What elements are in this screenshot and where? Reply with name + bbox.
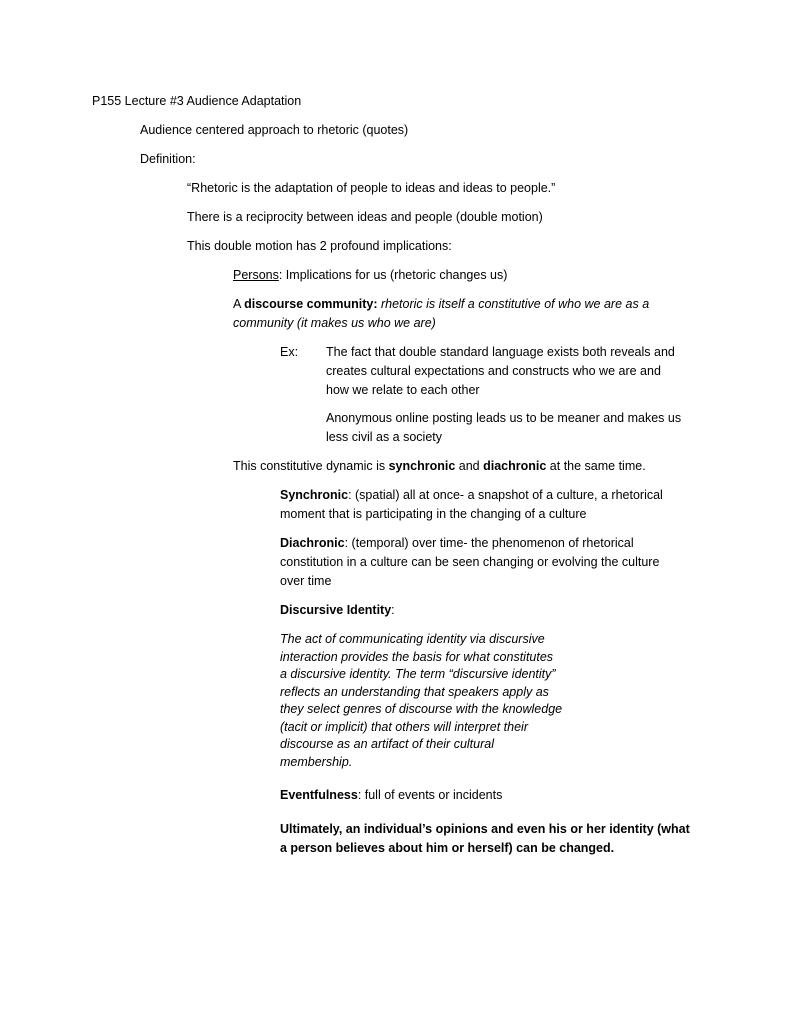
persons-description: : Implications for us (rhetoric changes us) <box>278 268 508 282</box>
discursive-identity-colon: : <box>391 603 395 617</box>
conclusion-line-2 <box>280 839 614 858</box>
conclusion-text: a person believes about him or herself) can be changed. <box>280 841 615 855</box>
eventfulness-term: Eventfulness <box>280 788 358 802</box>
dynamic-middle: and <box>455 459 484 473</box>
discourse-community-definition: rhetoric is itself a constitutive of who we are as a <box>377 297 650 311</box>
example-2-line-1: Anonymous online posting leads us to be meaner and makes us <box>326 411 682 425</box>
reciprocity-statement: There is a reciprocity between ideas and people (double motion) <box>187 210 543 224</box>
discursive-identity-line-8 <box>280 753 352 772</box>
dynamic-prefix: This constitutive dynamic is <box>233 459 389 473</box>
discursive-identity-text: reflects an understanding that speakers apply as <box>280 684 549 699</box>
dynamic-diachronic-term: diachronic <box>483 459 547 473</box>
discursive-identity-line-4 <box>280 683 549 702</box>
discursive-identity-text: they select genres of discourse with the knowledge <box>280 702 563 716</box>
persons-item <box>233 266 507 285</box>
synchronic-term: Synchronic <box>280 488 349 502</box>
synchronic-definition: : (spatial) all at once- a snapshot of a culture, a rhetorical <box>348 488 663 502</box>
discursive-identity-text: (tacit or implicit) that others will interpret their <box>280 719 528 734</box>
conclusion-line-1 <box>280 820 690 839</box>
example-label: Ex: <box>280 345 299 359</box>
discursive-identity-line-7 <box>280 735 494 754</box>
persons-term: Persons <box>233 268 279 282</box>
discursive-identity-line-3 <box>280 665 556 684</box>
discourse-community-line-2 <box>233 314 436 333</box>
diachronic-line-1 <box>280 534 634 553</box>
dynamic-statement <box>233 457 646 476</box>
dynamic-synchronic-term: synchronic <box>388 459 456 473</box>
discourse-community-prefix: A <box>233 297 245 311</box>
discursive-identity-text: interaction provides the basis for what constitutes <box>280 649 554 664</box>
discursive-identity-line-2 <box>280 648 553 667</box>
discourse-community-term: discourse community: <box>244 297 378 311</box>
diachronic-line-3: over time <box>280 574 332 588</box>
discursive-identity-text: a discursive identity. The term “discursive identity” <box>280 667 556 681</box>
dynamic-suffix: at the same time. <box>546 459 646 473</box>
example-line-2: creates cultural expectations and constructs who we are and <box>326 364 661 378</box>
discursive-identity-text: The act of communicating identity via discursive <box>280 632 545 646</box>
definition-quote: “Rhetoric is the adaptation of people to ideas and ideas to people.” <box>187 181 556 195</box>
definition-label: Definition: <box>140 152 196 166</box>
example-line-1: The fact that double standard language exists both reveals and <box>326 345 675 359</box>
approach-heading: Audience centered approach to rhetoric (quotes) <box>140 123 409 137</box>
diachronic-definition: : (temporal) over time- the phenomenon of rhetorical <box>344 536 634 550</box>
discursive-identity-text: membership. <box>280 754 353 769</box>
discourse-community-line-1 <box>233 295 649 314</box>
example-2-line-2: less civil as a society <box>326 430 443 444</box>
synchronic-line-1 <box>280 486 663 505</box>
document-title: P155 Lecture #3 Audience Adaptation <box>92 94 302 108</box>
discourse-community-definition-cont: community (it makes us who we are) <box>233 316 436 330</box>
discursive-identity-line-5 <box>280 700 562 719</box>
discursive-identity-heading <box>280 601 395 620</box>
eventfulness-item <box>280 786 502 805</box>
example-line-3: how we relate to each other <box>326 383 480 397</box>
discursive-identity-line-1 <box>280 630 545 649</box>
discursive-identity-text: discourse as an artifact of their cultural <box>280 737 494 751</box>
implications-intro: This double motion has 2 profound implications: <box>187 239 452 253</box>
discursive-identity-line-6 <box>280 718 528 737</box>
eventfulness-definition: : full of events or incidents <box>357 788 503 802</box>
synchronic-line-2: moment that is participating in the changing of a culture <box>280 507 587 521</box>
diachronic-term: Diachronic <box>280 536 345 550</box>
conclusion-text: Ultimately, an individual’s opinions and even his or her identity (what <box>280 822 690 836</box>
discursive-identity-term: Discursive Identity <box>280 603 392 617</box>
diachronic-line-2: constitution in a culture can be seen changing or evolving the culture <box>280 555 660 569</box>
